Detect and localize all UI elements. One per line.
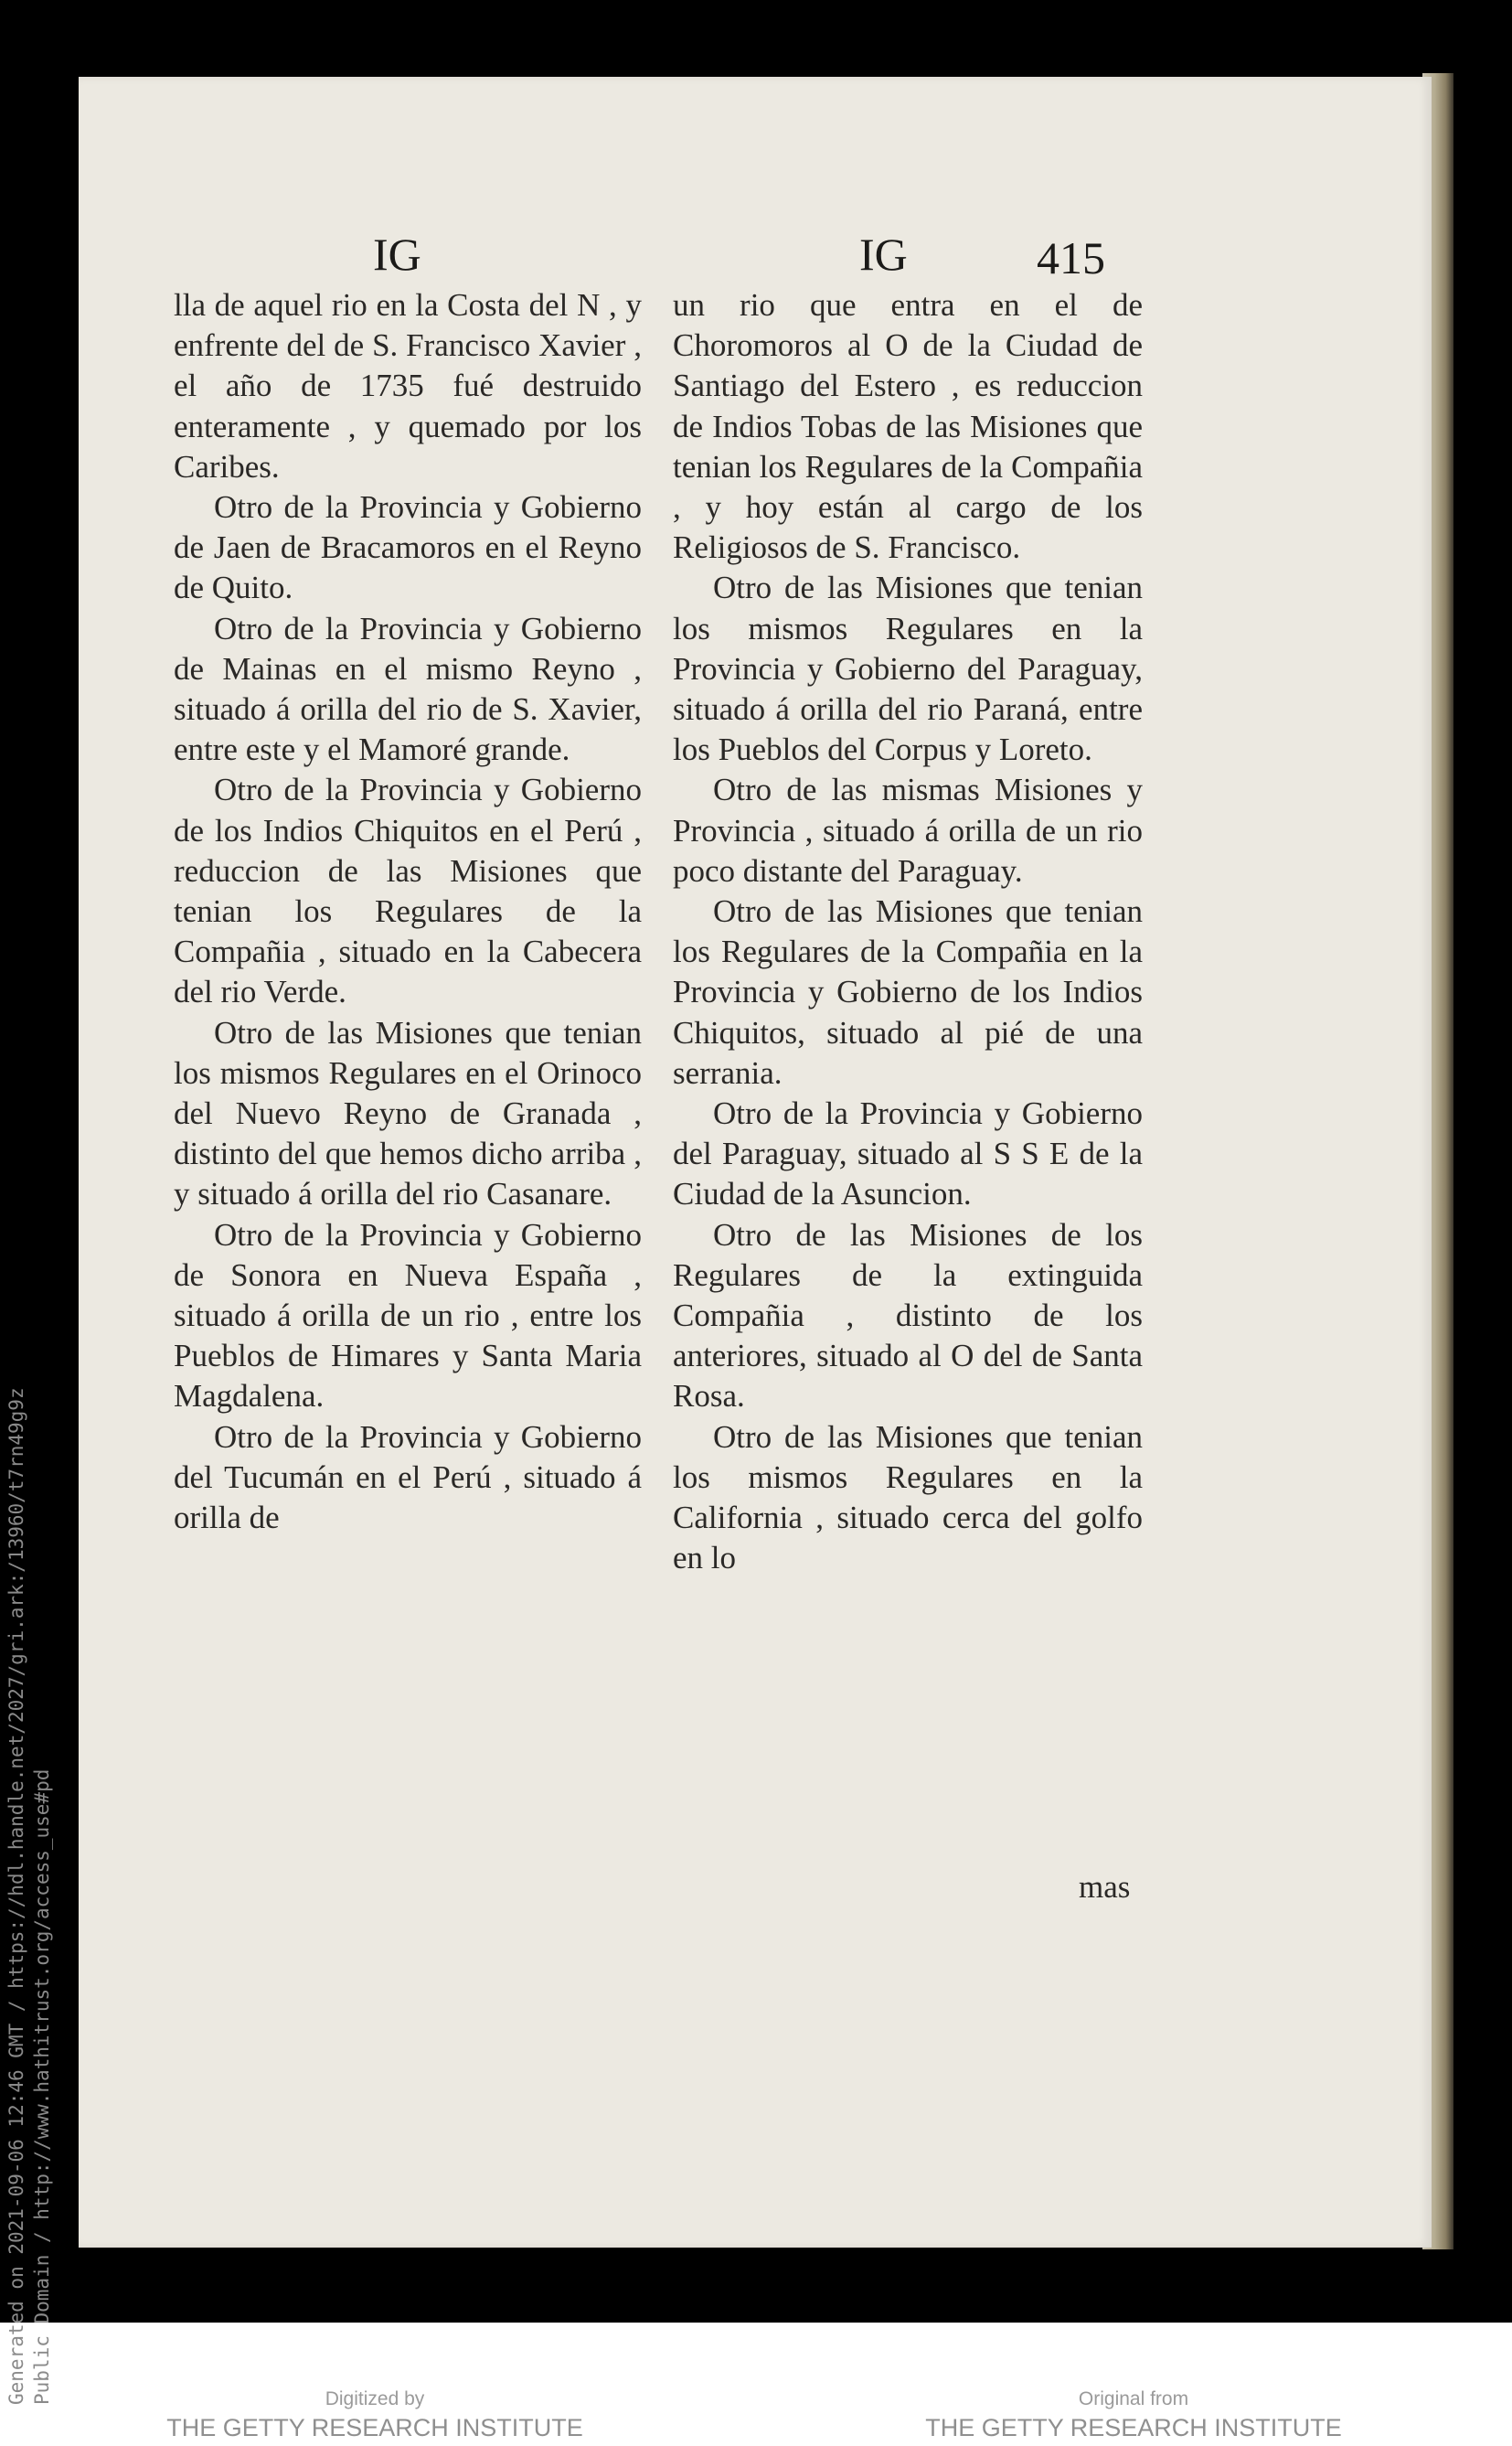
left-text-column bbox=[174, 285, 642, 1538]
paragraph: Otro de las Misiones que tenian los mismos Regulares en la Provincia y Gobierno del Paraguay, situado á orilla del rio Paraná, entre los Pueblos del Corpus y Loreto. bbox=[673, 570, 1143, 768]
paragraph: Otro de la Provincia y Gobierno del Tucumán en el Perú , situado á orilla de bbox=[174, 1418, 642, 1536]
paragraph: lla de aquel rio en la Costa del N , y enfrente del de S. Francisco Xavier , el año de 1735 fué destruido enteramente , y quemado por los Caribes. bbox=[174, 287, 642, 485]
original-from-credit bbox=[923, 2387, 1344, 2443]
paragraph: Otro de la Provincia y Gobierno de Sonora en Nueva España , situado á orilla de un rio , entre los Pueblos de Himares y Santa Maria Magdalena. bbox=[174, 1216, 642, 1415]
digitized-by-credit bbox=[165, 2387, 585, 2443]
paragraph: Otro de la Provincia y Gobierno de los Indios Chiquitos en el Perú , reduccion de las Misiones que tenian los Regulares de la Compañia , situado en la Cabecera del rio Verde. bbox=[174, 772, 642, 1010]
paragraph: Otro de las Misiones de los Regulares de la extinguida Compañia , distinto de los anteriores, situado al O del de Santa Rosa. bbox=[673, 1216, 1143, 1415]
paragraph: Otro de las Misiones que tenian los mismos Regulares en la California , situado cerca del golfo en lo bbox=[673, 1418, 1143, 1576]
paragraph: Otro de la Provincia y Gobierno de Jaen de Bracamoros en el Reyno de Quito. bbox=[174, 489, 642, 606]
generation-stamp bbox=[4, 1225, 55, 2405]
digitizer-name: THE GETTY RESEARCH INSTITUTE bbox=[166, 2414, 583, 2441]
page-number: 415 bbox=[1037, 232, 1105, 283]
paragraph: un rio que entra en el de Choromoros al O de la Ciudad de Santiago del Estero , es reduccion de Indios Tobas de las Misiones que tenian los Regulares de la Compañia , y hoy están al cargo de los Religiosos de S. Francisco. bbox=[673, 287, 1143, 566]
running-head-left: IG bbox=[373, 229, 421, 280]
original-source-name: THE GETTY RESEARCH INSTITUTE bbox=[925, 2414, 1342, 2441]
original-from-label: Original from bbox=[1078, 2388, 1189, 2409]
paragraph: Otro de las mismas Misiones y Provincia , situado á orilla de un rio poco distante del Paraguay. bbox=[673, 772, 1143, 889]
paragraph: Otro de la Provincia y Gobierno del Paraguay, situado al S S E de la Ciudad de la Asuncion. bbox=[673, 1095, 1143, 1212]
right-text-column bbox=[673, 285, 1143, 1579]
stamp-line-generated: Generated on 2021-09-06 12:46 GMT / https://hdl.handle.net/2027/gri.ark:/13960/t7rn49g9z bbox=[5, 1387, 27, 2405]
catchword: mas bbox=[1079, 1869, 1131, 1905]
paragraph: Otro de las Misiones que tenian los mismos Regulares en el Orinoco del Nuevo Reyno de Granada , distinto del que hemos dicho arriba , y situado á orilla del rio Casanare. bbox=[174, 1014, 642, 1212]
running-head-right: IG bbox=[859, 229, 908, 280]
digitized-by-label: Digitized by bbox=[325, 2388, 425, 2409]
stamp-line-public-domain: Public Domain / http://www.hathitrust.org/access_use#pd bbox=[31, 1768, 53, 2405]
paragraph: Otro de las Misiones que tenian los Regulares de la Compañia en la Provincia y Gobierno de los Indios Chiquitos, situado al pié de una serrania. bbox=[673, 893, 1143, 1091]
paragraph: Otro de la Provincia y Gobierno de Mainas en el mismo Reyno , situado á orilla del rio de S. Xavier, entre este y el Mamoré grande. bbox=[174, 610, 642, 768]
